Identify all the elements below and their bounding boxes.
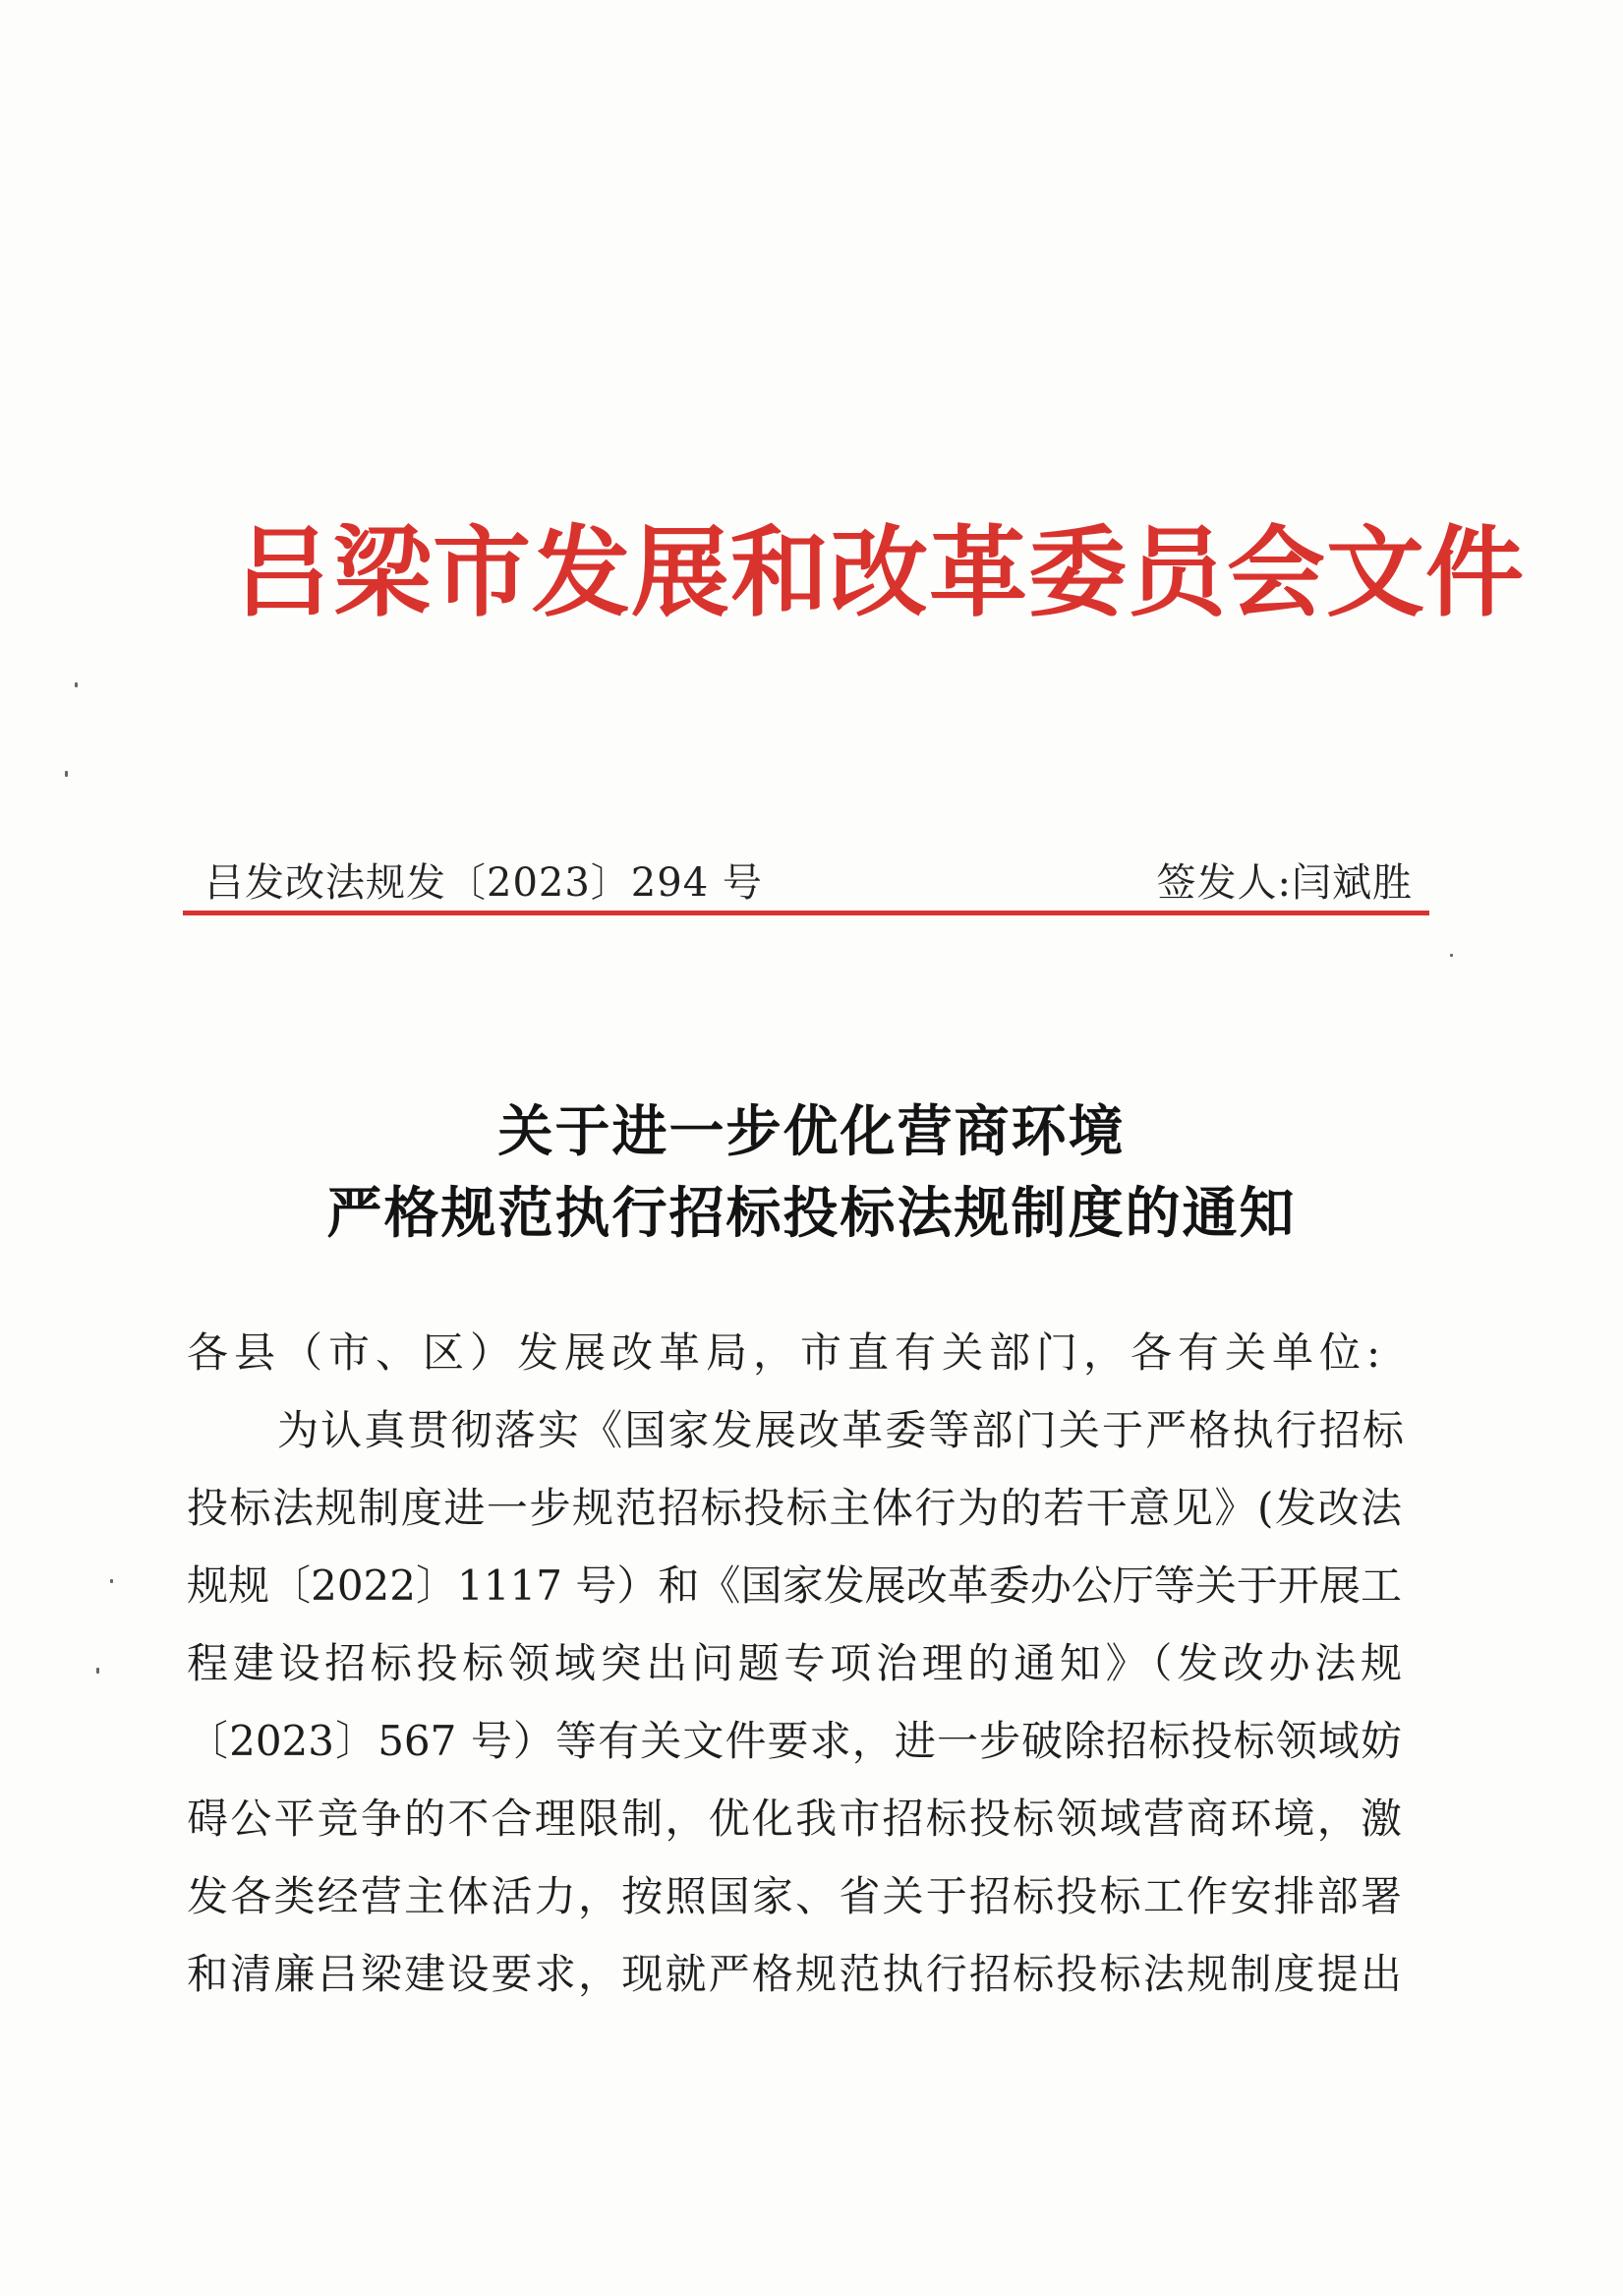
signer-name: 闫斌胜 [1292,860,1413,906]
notice-title-line-1: 关于进一步优化营商环境 [497,1099,1126,1164]
scan-speck [75,682,78,687]
body-line: 碍公平竞争的不合理限制，优化我市招标投标领域营商环境，激 [187,1795,1402,1843]
header-title: 吕梁市发展和改革委员会文件 [234,514,1525,630]
scan-speck [96,1668,99,1674]
body-line: 规规〔2022〕1117 号）和《国家发展改革委办公厅等关于开展工 [187,1561,1402,1610]
notice-title-line-2: 严格规范执行招标投标法规制度的通知 [326,1181,1297,1246]
body-line: 为认真贯彻落实《国家发展改革委等部门关于严格执行招标 [277,1406,1404,1454]
scan-speck [1450,954,1453,957]
scan-speck [110,1579,113,1583]
body-line: 发各类经营主体活力，按照国家、省关于招标投标工作安排部署 [187,1872,1402,1920]
signer-label: 签发人: [1156,860,1292,906]
red-separator-line [183,911,1429,915]
body-line: 投标法规制度进一步规范招标投标主体行为的若干意见》(发改法 [187,1484,1402,1532]
scan-speck [65,771,68,777]
body-line: 和清廉吕梁建设要求，现就严格规范执行招标投标法规制度提出 [187,1950,1402,1998]
signer [1157,852,1413,908]
document-number: 吕发改法规发〔2023〕294 号 [204,860,763,906]
body-line: 程建设招标投标领域突出问题专项治理的通知》（发改办法规 [187,1639,1402,1687]
salutation: 各县（市、区）发展改革局，市直有关部门，各有关单位: [187,1328,1387,1377]
body-line: 〔2023〕567 号）等有关文件要求，进一步破除招标投标领域妨 [187,1717,1402,1765]
